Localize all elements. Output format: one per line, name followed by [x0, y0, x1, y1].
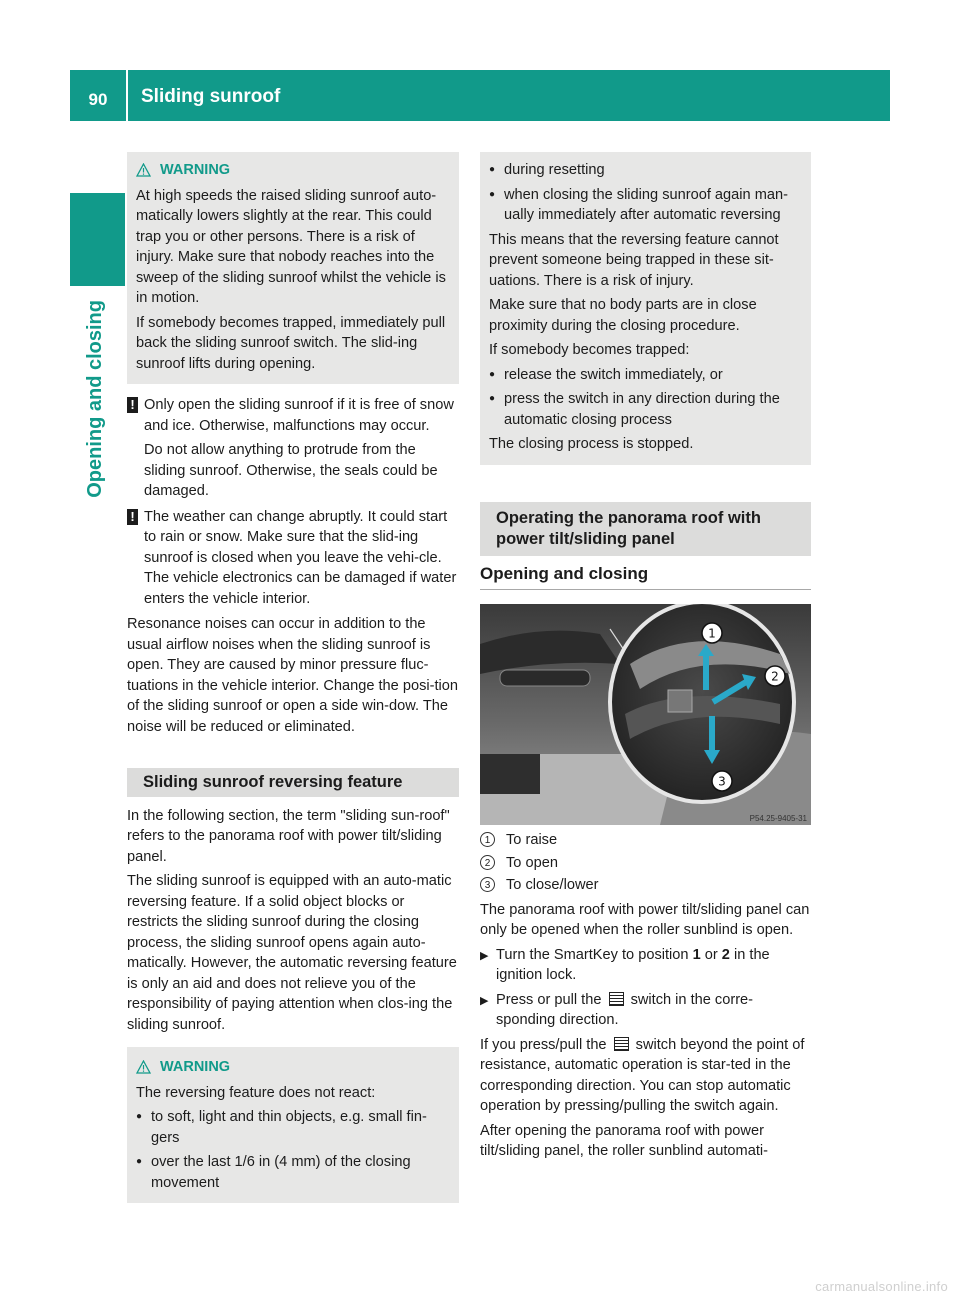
list-item: ● when closing the sliding sunroof again man-ually immediately after automatic reversing — [489, 185, 801, 226]
body-paragraph: The sliding sunroof is equipped with an auto-matic reversing feature. If a solid object blocks or restricts the sliding sunroof during the closing process, the sliding sunroof opens again auto-matically. However, the automatic reversing feature is only an aid and does not relieve you of the responsibility of paying attention when clos-ing the sliding sunroof. — [127, 873, 457, 1033]
callout-row: 2 To open — [480, 853, 812, 874]
note-1 — [127, 395, 459, 502]
callout-number-icon: 3 — [480, 877, 495, 892]
warning-paragraph: If somebody becomes trapped, immediately pull back the sliding sunroof switch. The slid-ing sunroof lifts during opening. — [136, 314, 446, 372]
callout-row: 3 To close/lower — [480, 875, 812, 896]
side-tab-marker — [70, 193, 125, 286]
instruction-step: ▶ Press or pull the switch in the corre-sponding direction. — [480, 990, 812, 1031]
warning-box-1 — [127, 152, 459, 384]
svg-text:2: 2 — [771, 669, 779, 684]
header-divider — [126, 70, 128, 121]
box-paragraph: The closing process is stopped. — [489, 436, 694, 452]
right-column — [480, 152, 811, 590]
warning-triangle-icon — [136, 1060, 151, 1074]
side-chapter-label: Opening and closing — [84, 300, 106, 498]
note-paragraph: Only open the sliding sunroof if it is free of snow and ice. Otherwise, malfunctions may occur. — [144, 397, 454, 434]
list-item: ● release the switch immediately, or — [489, 365, 801, 386]
panorama-roof-switch-illustration — [480, 604, 811, 825]
exclamation-icon: ! — [127, 397, 138, 413]
image-code: P54.25-9405-31 — [749, 814, 807, 823]
svg-text:3: 3 — [718, 774, 726, 789]
section-heading-panorama: Operating the panorama roof with power tilt/sliding panel — [480, 502, 811, 556]
warning-paragraph: At high speeds the raised sliding sunroof auto-matically lowers slightly at the rear. This could trap you or other persons. There is a risk of injury. Make sure that nobody reaches into the sweep of the sliding sunroof whilst the vehicle is in motion. — [136, 187, 446, 306]
warning-bullets — [136, 1107, 449, 1193]
page-number: 90 — [88, 90, 108, 109]
note-paragraph: Do not allow anything to protrude from the sliding sunroof. Otherwise, the seals could be damaged. — [144, 442, 438, 499]
warning-title: WARNING — [136, 1057, 449, 1078]
side-label-wrap — [84, 300, 114, 570]
roof-switch-icon — [609, 992, 624, 1006]
callout-number-icon: 1 — [480, 832, 495, 847]
roof-switch-icon — [614, 1037, 629, 1051]
page-title: Sliding sunroof — [141, 86, 281, 107]
footer-watermark: carmanualsonline.info — [815, 1279, 948, 1294]
warning-paragraph: The reversing feature does not react: — [136, 1084, 376, 1101]
list-item: ● to soft, light and thin objects, e.g. small fin-gers — [136, 1107, 449, 1148]
warning-triangle-icon — [136, 163, 151, 177]
list-item: ● during resetting — [489, 160, 801, 181]
body-paragraph: After opening the panorama roof with power tilt/sliding panel, the roller sunblind automati- — [480, 1122, 768, 1159]
trapped-actions-list — [489, 365, 801, 431]
box-paragraph: This means that the reversing feature cannot prevent someone being trapped in these sit-uations. There is a risk of injury. — [489, 231, 779, 289]
reverse-exceptions-list — [489, 160, 801, 226]
subheading-opening-closing: Opening and closing — [480, 564, 811, 591]
instruction-step: ▶ Turn the SmartKey to position 1 or 2 in the ignition lock. — [480, 945, 812, 986]
warning-box-2 — [127, 1047, 459, 1203]
warning-continuation-box — [480, 152, 811, 465]
list-item: ● press the switch in any direction during the automatic closing process — [489, 389, 801, 430]
left-column — [127, 152, 459, 1203]
exclamation-icon: ! — [127, 509, 138, 525]
box-paragraph: If somebody becomes trapped: — [489, 342, 690, 358]
right-column-lower — [480, 830, 812, 1166]
callout-number-icon: 2 — [480, 855, 495, 870]
callout-row: 1 To raise — [480, 830, 812, 851]
svg-text:1: 1 — [708, 626, 716, 641]
list-item: ● over the last 1/6 in (4 mm) of the closing movement — [136, 1152, 449, 1193]
resonance-paragraph: Resonance noises can occur in addition to the usual airflow noises when the sliding sunroof is open. They are caused by minor pressure fluc-tuations in the vehicle interior. Change the posi-tion of the sliding sunroof or open a side win-dow. The noise will be reduced or eliminated. — [127, 616, 458, 735]
box-paragraph: Make sure that no body parts are in close proximity during the closing procedure. — [489, 297, 757, 334]
body-paragraph: In the following section, the term "sliding sun-roof" refers to the panorama roof with power tilt/sliding panel. — [127, 807, 450, 865]
roof-switch-photo — [480, 604, 811, 825]
warning-title: WARNING — [136, 160, 449, 181]
section-heading-reversing: Sliding sunroof reversing feature — [127, 768, 459, 797]
body-paragraph: If you press/pull the switch beyond the point of resistance, automatic operation is star-ted in the corresponding direction. You can stop automatic operation by pressing/pulling the switch again. — [480, 1036, 805, 1114]
note-2 — [127, 507, 459, 610]
note-paragraph: The weather can change abruptly. It could start to rain or snow. Make sure that the slid-ing sunroof is closed when you leave the vehi-cle. The vehicle electronics can be damaged if water enters the vehicle interior. — [144, 508, 457, 607]
body-paragraph: The panorama roof with power tilt/sliding panel can only be opened when the roller sunblind is open. — [480, 901, 810, 938]
